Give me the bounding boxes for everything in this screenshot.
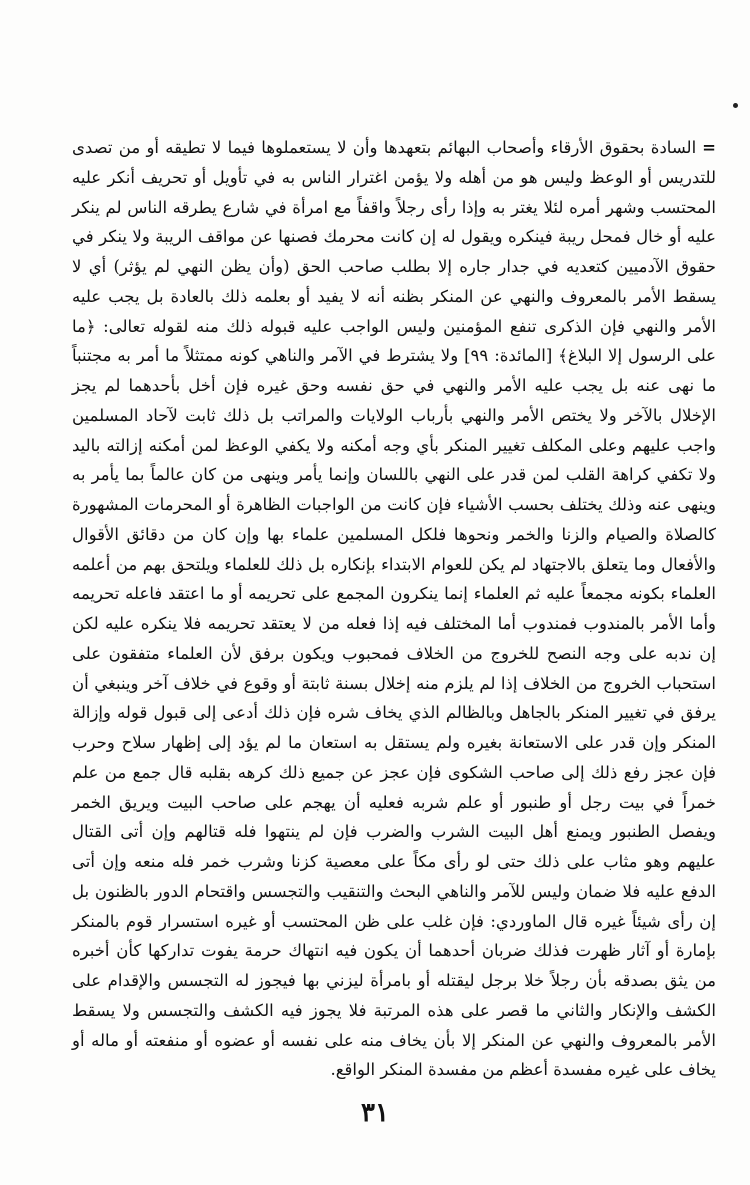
page-number: ٣١ bbox=[361, 1098, 389, 1128]
body-text: السادة بحقوق الأرقاء وأصحاب البهائم بتعهدها وأن لا يستعملوها فيما لا تطيقه أو من تصدى للتدريس أو الوعظ وليس هو من أهله ولا يؤمن اغترار الناس به في تأويل أو تحريف أنكر عليه المحتسب وشهر أمره لئلا يغتر به وإذا رأى رجلاً واقفاً مع امرأة في شارع يطرقه الناس لم ينكر عليه أو خال فمحل ريبة فينكره ويقول له إن كانت محرمك فصنها عن مواقف الريبة ولا ينكر في حقوق الآدميين كتعديه في جدار جاره إلا بطلب صاحب الحق (وأن يظن النهي لم يؤثر) أي لا يسقط الأمر بالمعروف والنهي عن المنكر بظنه أنه لا يفيد أو بعلمه ذلك بالعادة بل يجب عليه الأمر والنهي فإن الذكرى تنفع المؤمنين وليس الواجب عليه قبوله ذلك منه لقوله تعالى: ﴿ما على الرسول إلا البلاغ﴾ [المائدة: ٩٩] ولا يشترط في الآمر والناهي كونه ممتثلاً ما أمر به مجتنباً ما نهى عنه بل يجب عليه الأمر والنهي في حق نفسه وحق غيره فإن أخل بأحدهما لم يجز الإخلال بالآخر ولا يختص الأمر والنهي بأرباب الولايات والمراتب بل ذلك ثابت لآحاد المسلمين واجب عليهم وعلى المكلف تغيير المنكر بأي وجه أمكنه ولا يكفي الوعظ لمن أمكنه إزالته باليد ولا تكفي كراهة القلب لمن قدر على النهي باللسان وإنما يأمر وينهى من كان عالماً بما يأمر به وينهى عنه وذلك يختلف بحسب الأشياء فإن كانت من الواجبات الظاهرة أو المحرمات المشهورة كالصلاة والصيام والزنا والخمر ونحوها فلكل المسلمين علماء بها وإن كان من دقائق الأقوال والأفعال وما يتعلق بالاجتهاد لم يكن للعوام الابتداء بإنكاره بل ذلك للعلماء ويلتحق بهم من أعلمه العلماء بكونه مجمعاً عليه ثم العلماء إنما ينكرون المجمع على تحريمه أو ما اعتقد فاعله تحريمه وأما الأمر بالمندوب فمندوب أما المختلف فيه إذا فعله من لا يعتقد تحريمه فلا ينكره عليه لكن إن ندبه على وجه النصح للخروج من الخلاف فمحبوب ويكون برفق لأن العلماء متفقون على استحباب الخروج من الخلاف إذا لم يلزم منه إخلال بسنة ثابتة أو وقوع في خلاف آخر وينبغي أن يرفق في تغيير المنكر بالجاهل وبالظالم الذي يخاف شره فإن ذلك أدعى إلى قبول قوله وإزالة المنكر وإن قدر على الاستعانة بغيره ولم يستقل به استعان ما لم يؤد إلى إظهار سلاح وحرب فإن عجز رفع ذلك إلى صاحب الشكوى فإن عجز عن جميع ذلك كرهه بقلبه قال جمع من علم خمراً في بيت رجل أو طنبور أو علم شربه فعليه أن يهجم على صاحب البيت ويريق الخمر ويفصل الطنبور ويمنع أهل البيت الشرب والضرب فإن لم ينتهوا فله قتالهم وإن أتى القتال عليهم وهو مثاب على ذلك حتى لو رأى مكاً على معصية كزنا وشرب خمر فله منعه وإن أتى الدفع عليه فلا ضمان وليس للآمر والناهي البحث والتنقيب والتجسس واقتحام الدور بالظنون بل إن رأى شيئاً غيره قال الماوردي: فإن غلب على ظن المحتسب أو غيره استسرار قوم بالمنكر بإمارة أو آثار ظهرت فذلك ضربان أحدهما أن يكون فيه انتهاك حرمة يفوت تداركها كأن أخبره من يثق بصدقه بأن رجلاً خلا برجل ليقتله أو بامرأة ليزني بها فيجوز له التجسس والإقدام على الكشف والإنكار والثاني ما قصر على هذه المرتبة فلا يجوز فيه الكشف والتجسس ولا يسقط الأمر بالمعروف والنهي عن المنكر إلا بأن يخاف منه على نفسه أو عضوه أو منفعته أو ماله أو يخاف على غيره مفسدة أعظم من مفسدة المنكر الواقع. bbox=[72, 138, 717, 1080]
continuation-mark: = bbox=[702, 138, 716, 157]
margin-dot bbox=[733, 103, 738, 108]
body-text-block bbox=[72, 133, 716, 1085]
body-paragraph bbox=[72, 133, 716, 1085]
